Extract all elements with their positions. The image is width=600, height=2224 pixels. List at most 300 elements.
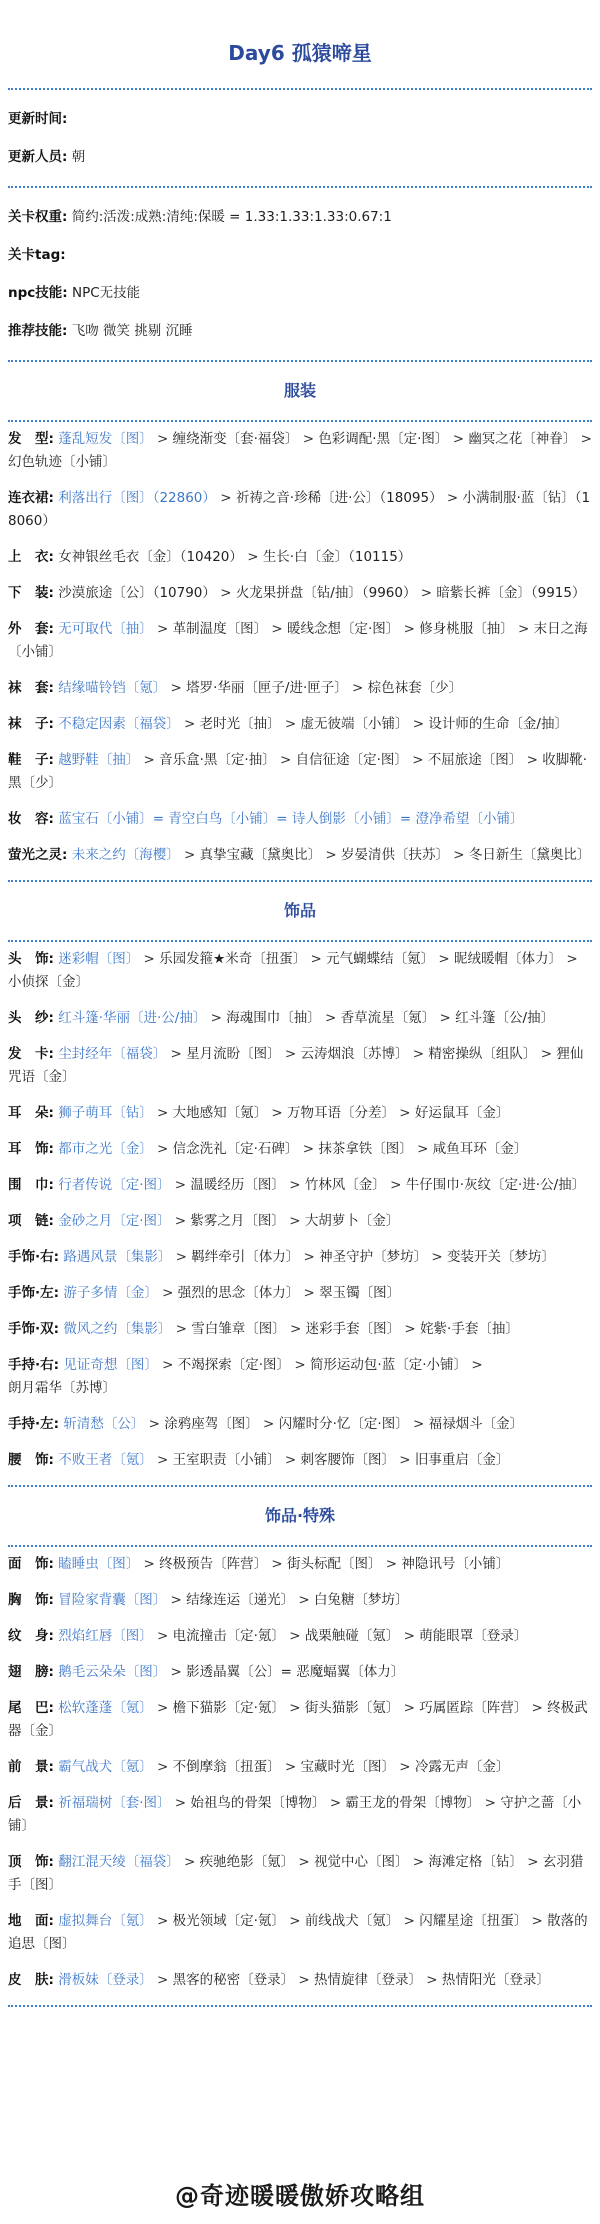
- alternative-item: 祈祷之音·珍稀〔进·公〕（18095）: [235, 490, 443, 506]
- alternative-item: 疾驰绝影〔氪〕: [199, 1854, 295, 1870]
- alternative-item: 牛仔围巾·灰纹〔定·进·公/抽〕: [405, 1177, 586, 1193]
- list-item: [8, 1354, 592, 1400]
- separator-arrow: >: [179, 847, 200, 863]
- separator-arrow: >: [139, 752, 160, 768]
- item-label: 围 巾:: [8, 1177, 54, 1193]
- item-label: 妆 容:: [8, 811, 54, 827]
- alternative-item: 霸王龙的骨架〔博物〕: [345, 1795, 481, 1811]
- separator-arrow: >: [179, 716, 200, 732]
- separator-arrow: >: [280, 1452, 301, 1468]
- section-title: 饰品: [283, 901, 316, 920]
- stage-weight-label: 关卡权重:: [8, 209, 68, 225]
- separator-arrow: >: [395, 1759, 415, 1775]
- separator-arrow: >: [258, 1416, 279, 1432]
- npc-skill-value: NPC无技能: [71, 285, 141, 301]
- alternative-item: 信念洗礼〔定·石碑〕: [172, 1141, 299, 1157]
- item-label: 发 型:: [8, 431, 54, 447]
- update-staff-row: [8, 138, 592, 176]
- separator-arrow: >: [152, 1759, 173, 1775]
- item-label: 顶 饰:: [8, 1854, 54, 1870]
- section-title: 服装: [283, 381, 316, 400]
- alternative-item: 海滩定格〔钻〕: [428, 1854, 523, 1870]
- alternative-item: 热情旋律〔登录〕: [314, 1972, 423, 1988]
- separator-arrow: >: [152, 621, 173, 637]
- update-time-row: [8, 100, 592, 138]
- list-item: [8, 1851, 592, 1897]
- alternative-item: 檐下猫影〔定·氪〕: [172, 1700, 285, 1716]
- alternative-item: 萌能眼罩〔登录〕: [419, 1628, 528, 1644]
- alternative-item: 乐园发箍★米奇〔扭蛋〕: [159, 951, 307, 967]
- alternative-item: 极光领域〔定·氪〕: [172, 1913, 285, 1929]
- separator-arrow: >: [280, 1759, 301, 1775]
- alternative-item: 大胡萝卜〔金〕: [304, 1213, 400, 1229]
- item-label: 手饰·左:: [8, 1285, 60, 1301]
- stage-tag-row: [8, 236, 592, 274]
- alternative-item: 精密操纵〔组队〕: [428, 1046, 537, 1062]
- alternative-item: 星月流盼〔图〕: [186, 1046, 281, 1062]
- npc-skill-label: npc技能:: [8, 285, 68, 301]
- recommended-item: 行者传说〔定·图〕: [58, 1177, 171, 1193]
- alternative-item: 幻色轨迹〔小铺〕: [8, 454, 116, 470]
- separator-arrow: >: [284, 1913, 305, 1929]
- alternative-item: 战栗触碰〔氪〕: [304, 1628, 400, 1644]
- alternative-item: 散落的追思〔图〕: [8, 1913, 588, 1952]
- item-label: 袜 子:: [8, 716, 54, 732]
- separator-arrow: >: [527, 1700, 548, 1716]
- alternative-item: 守护之蔷〔小铺〕: [8, 1795, 582, 1834]
- separator-arrow: >: [448, 431, 469, 447]
- separator-arrow: >: [536, 1046, 557, 1062]
- recommended-item: 滑板妹〔登录〕: [58, 1972, 153, 1988]
- recommended-item: 不稳定因素〔福袋〕: [58, 716, 180, 732]
- separator-arrow: >: [170, 1177, 191, 1193]
- list-item: [8, 1449, 592, 1472]
- separator-arrow: >: [139, 1556, 160, 1572]
- item-label: 翅 膀:: [8, 1664, 54, 1680]
- separator-arrow: >: [284, 1177, 305, 1193]
- separator-arrow: >: [325, 1795, 346, 1811]
- separator-arrow: >: [299, 1285, 320, 1301]
- separator-arrow: >: [442, 490, 463, 506]
- item-label: 发 卡:: [8, 1046, 54, 1062]
- separator-arrow: >: [298, 1141, 319, 1157]
- list-item: [8, 677, 592, 700]
- alternative-item: 元气蝴蝶结〔氪〕: [326, 951, 435, 967]
- recommended-item: 红斗篷·华丽〔进·公/抽〕: [58, 1010, 207, 1026]
- recommended-item: 未来之约〔海樱〕: [71, 847, 180, 863]
- item-label: 手饰·右:: [8, 1249, 60, 1265]
- recommended-item: 祈福瑞树〔套·图〕: [58, 1795, 171, 1811]
- item-label: 尾 巴:: [8, 1700, 54, 1716]
- recommended-skill-value: 飞吻 微笑 挑剔 沉睡: [71, 323, 193, 339]
- alternative-item: 电流撞击〔定·氪〕: [172, 1628, 285, 1644]
- item-label: 连衣裙:: [8, 490, 54, 506]
- stage-weight-row: [8, 198, 592, 236]
- separator-arrow: >: [435, 1010, 456, 1026]
- recommended-item: 迷彩帽〔图〕: [58, 951, 140, 967]
- item-label: 萤光之灵:: [8, 847, 68, 863]
- list-item: [8, 948, 592, 994]
- separator-arrow: >: [407, 752, 428, 768]
- separator-arrow: >: [280, 1046, 301, 1062]
- recommended-item: 路遇风景〔集影〕: [63, 1249, 172, 1265]
- item-label: 头 饰:: [8, 951, 54, 967]
- list-item: [8, 1007, 592, 1030]
- list-item: [8, 1138, 592, 1161]
- separator-arrow: >: [166, 1046, 187, 1062]
- alternative-item: 玄羽猎手〔图〕: [8, 1854, 584, 1893]
- alternative-item: 前线战犬〔氪〕: [304, 1913, 400, 1929]
- alternative-item: 朗月霜华〔苏博〕: [8, 1380, 116, 1396]
- separator-arrow: >: [562, 951, 578, 967]
- alternative-item: 老时光〔抽〕: [199, 716, 281, 732]
- recommended-skill-label: 推荐技能:: [8, 323, 68, 339]
- list-item: [8, 1318, 592, 1341]
- alternative-item: 岁晏清供〔扶苏〕: [341, 847, 450, 863]
- recommended-item: 斩清愁〔公〕: [63, 1416, 145, 1432]
- separator-arrow: >: [399, 1700, 420, 1716]
- separator-arrow: >: [576, 431, 592, 447]
- footer-credit: @奇迹暖暖傲娇攻略组: [175, 2182, 425, 2210]
- item-label: 上 衣:: [8, 549, 54, 565]
- item-label: 皮 肤:: [8, 1972, 54, 1988]
- list-item: [8, 428, 592, 474]
- recommended-item: 无可取代〔抽〕: [58, 621, 153, 637]
- list-item: [8, 1102, 592, 1125]
- list-item: [8, 1697, 592, 1743]
- stage-weight-value: 简约:活泼:成熟:清纯:保暖 = 1.33:1.33:1.33:0.67:1: [71, 209, 392, 225]
- separator-arrow: >: [408, 1854, 429, 1870]
- separator-arrow: >: [294, 1972, 315, 1988]
- item-label: 袜 套:: [8, 680, 54, 696]
- item-label: 面 饰:: [8, 1556, 54, 1572]
- list-item: [8, 1174, 592, 1197]
- alternative-item: 狸仙咒语〔金〕: [8, 1046, 584, 1085]
- alternative-item: 不竭探索〔定·图〕: [177, 1357, 291, 1373]
- alternative-item: 终极预告〔阵营〕: [159, 1556, 268, 1572]
- recommended-item: 利落出行〔图〕（22860）: [58, 490, 216, 506]
- alternative-item: 白兔糖〔梦坊〕: [314, 1592, 409, 1608]
- alternative-item: 神隐讯号〔小铺〕: [401, 1556, 510, 1572]
- separator-arrow: >: [166, 1592, 187, 1608]
- separator-arrow: >: [294, 1592, 315, 1608]
- recommended-item: 松软蓬蓬〔氪〕: [58, 1700, 153, 1716]
- recommended-item: 蓬乱短发〔图〕: [58, 431, 153, 447]
- separator-arrow: >: [157, 1357, 178, 1373]
- recommended-item: 见证奇想〔图〕: [63, 1357, 158, 1373]
- recommended-item: 尘封经年〔福袋〕: [58, 1046, 167, 1062]
- list-item: [8, 618, 592, 664]
- item-label: 手饰·双:: [8, 1321, 60, 1337]
- separator-arrow: >: [170, 1213, 191, 1229]
- stage-info-block: [0, 188, 600, 360]
- alternative-item: 翠玉镯〔图〕: [319, 1285, 401, 1301]
- separator-arrow: >: [467, 1357, 483, 1373]
- item-label: 手持·右:: [8, 1357, 60, 1373]
- recommended-item: 瞌睡虫〔图〕: [58, 1556, 140, 1572]
- separator-arrow: >: [179, 1854, 200, 1870]
- list-item: [8, 808, 592, 831]
- separator-arrow: >: [284, 1213, 305, 1229]
- separator-arrow: >: [152, 1105, 173, 1121]
- item-label: 耳 饰:: [8, 1141, 54, 1157]
- separator-arrow: >: [294, 1854, 315, 1870]
- separator-arrow: >: [321, 847, 342, 863]
- alternative-item: 女神银丝毛衣〔金〕（10420）: [58, 549, 243, 565]
- recommended-item: 狮子萌耳〔钻〕: [58, 1105, 153, 1121]
- separator-arrow: >: [422, 1972, 442, 1988]
- alternative-item: 神圣守护〔梦坊〕: [319, 1249, 428, 1265]
- list-item: [8, 1553, 592, 1576]
- separator-arrow: >: [170, 1795, 191, 1811]
- alternative-item: 迷彩手套〔图〕: [305, 1321, 401, 1337]
- item-label: 项 链:: [8, 1213, 54, 1229]
- alternative-item: 紫雾之月〔图〕: [190, 1213, 285, 1229]
- separator-arrow: >: [522, 1854, 543, 1870]
- alternative-item: 竹林风〔金〕: [304, 1177, 386, 1193]
- separator-arrow: >: [152, 1141, 173, 1157]
- section-items: [0, 942, 600, 1472]
- alternative-item: 冷露无声〔金〕: [414, 1759, 510, 1775]
- alternative-item: 姹紫·手套〔抽〕: [420, 1321, 519, 1337]
- alternative-item: 真挚宝藏〔黛奥比〕: [199, 847, 322, 863]
- alternative-item: 温暖经历〔图〕: [190, 1177, 285, 1193]
- item-label: 前 景:: [8, 1759, 54, 1775]
- alternative-item: 收脚靴·黑〔少〕: [8, 752, 588, 791]
- alternative-item: 自信征途〔定·图〕: [295, 752, 408, 768]
- alternative-item: 影透晶翼〔公〕= 恶魔蝠翼〔体力〕: [186, 1664, 405, 1680]
- update-time-label: 更新时间:: [8, 111, 68, 127]
- alternative-item: 末日之海〔小铺〕: [8, 621, 588, 660]
- recommended-item: 霸气战犬〔氪〕: [58, 1759, 153, 1775]
- alternative-item: 闪耀星途〔扭蛋〕: [419, 1913, 528, 1929]
- alternative-item: 宝藏时光〔图〕: [300, 1759, 396, 1775]
- list-item: [8, 1625, 592, 1648]
- list-item: [8, 1792, 592, 1838]
- separator-arrow: >: [242, 549, 263, 565]
- separator-arrow: >: [400, 1321, 421, 1337]
- alternative-item: 涂鸦座驾〔图〕: [164, 1416, 259, 1432]
- item-label: 纹 身:: [8, 1628, 54, 1644]
- alternative-item: 塔罗·华丽〔匣子/进·匣子〕: [186, 680, 348, 696]
- separator-arrow: >: [152, 1452, 173, 1468]
- alternative-item: 色彩调配·黑〔定·图〕: [318, 431, 449, 447]
- alternative-item: 黑客的秘密〔登录〕: [172, 1972, 295, 1988]
- item-label: 地 面:: [8, 1913, 54, 1929]
- alternative-item: 昵绒暖帽〔体力〕: [454, 951, 563, 967]
- alternative-item: 小满制服·蓝〔钻〕（18060）: [8, 490, 591, 529]
- separator-arrow: >: [275, 752, 296, 768]
- recommended-item: 虚拟舞台〔氪〕: [58, 1913, 153, 1929]
- item-label: 鞋 子:: [8, 752, 54, 768]
- recommended-item: 微风之约〔集影〕: [63, 1321, 172, 1337]
- separator-arrow: >: [408, 1046, 429, 1062]
- separator-arrow: >: [267, 1556, 288, 1572]
- alternative-item: 变装开关〔梦坊〕: [447, 1249, 556, 1265]
- item-label: 外 套:: [8, 621, 54, 637]
- alternative-item: 大地感知〔氪〕: [172, 1105, 268, 1121]
- item-label: 头 纱:: [8, 1010, 54, 1026]
- update-staff-label: 更新人员:: [8, 149, 68, 165]
- list-item: [8, 1246, 592, 1269]
- separator-arrow: >: [434, 951, 455, 967]
- separator-arrow: >: [408, 716, 429, 732]
- list-item: [8, 749, 592, 795]
- separator-arrow: >: [298, 431, 319, 447]
- item-label: 下 装:: [8, 585, 54, 601]
- separator-arrow: >: [399, 1913, 420, 1929]
- separator-arrow: >: [157, 1285, 178, 1301]
- separator-arrow: >: [299, 1249, 320, 1265]
- sections-container: [0, 362, 600, 2007]
- alternative-item: 始祖鸟的骨架〔博物〕: [190, 1795, 326, 1811]
- alternative-item: 刺客腰饰〔图〕: [300, 1452, 396, 1468]
- alternative-item: 不屈旅途〔图〕: [427, 752, 523, 768]
- list-item: [8, 713, 592, 736]
- list-item: [8, 1589, 592, 1612]
- item-label: 后 景:: [8, 1795, 54, 1811]
- recommended-item: 烈焰红唇〔图〕: [58, 1628, 153, 1644]
- separator-arrow: >: [267, 1105, 288, 1121]
- list-item: [8, 487, 592, 533]
- alternative-item: 革制温度〔图〕: [172, 621, 268, 637]
- separator-arrow: >: [215, 490, 236, 506]
- alternative-item: 福禄烟斗〔金〕: [428, 1416, 524, 1432]
- separator-arrow: >: [284, 1700, 305, 1716]
- separator-arrow: >: [522, 752, 543, 768]
- alternative-item: 抹茶拿铁〔图〕: [318, 1141, 413, 1157]
- alternative-item: 好运鼠耳〔金〕: [414, 1105, 510, 1121]
- separator-arrow: >: [480, 1795, 501, 1811]
- separator-arrow: >: [385, 1177, 406, 1193]
- item-label: 耳 朵:: [8, 1105, 54, 1121]
- separator-arrow: >: [152, 1700, 173, 1716]
- separator-arrow: >: [280, 716, 301, 732]
- list-item: [8, 1910, 592, 1956]
- alternative-item: 暗紫长裤〔金〕（9915）: [436, 585, 586, 601]
- list-item: [8, 1043, 592, 1089]
- page-title: Day6 孤猿啼星: [228, 41, 372, 65]
- alternative-item: 旧事重启〔金〕: [414, 1452, 510, 1468]
- alternative-item: 咸鱼耳环〔金〕: [432, 1141, 528, 1157]
- alternative-item: 街头标配〔图〕: [287, 1556, 382, 1572]
- divider: [8, 2005, 592, 2007]
- separator-arrow: >: [152, 1628, 173, 1644]
- separator-arrow: >: [290, 1357, 310, 1373]
- list-item: [8, 1413, 592, 1436]
- alternative-item: 巧属匿踪〔阵营〕: [419, 1700, 528, 1716]
- item-label: 手持·左:: [8, 1416, 60, 1432]
- alternative-item: 音乐盒·黑〔定·抽〕: [159, 752, 276, 768]
- separator-arrow: >: [408, 1416, 429, 1432]
- alternative-item: 万物耳语〔分差〕: [287, 1105, 396, 1121]
- separator-arrow: >: [171, 1249, 192, 1265]
- separator-arrow: >: [412, 1141, 433, 1157]
- separator-arrow: >: [399, 621, 420, 637]
- alternative-item: 火龙果拼盘〔钻/抽〕（9960）: [235, 585, 417, 601]
- alternative-item: 虚无彼端〔小铺〕: [300, 716, 409, 732]
- alternative-item: 热情阳光〔登录〕: [441, 1972, 550, 1988]
- alternative-item: 不倒摩翁〔扭蛋〕: [172, 1759, 281, 1775]
- npc-skill-row: [8, 274, 592, 312]
- section-items: [0, 1547, 600, 1992]
- list-item: [8, 1210, 592, 1233]
- alternative-item: 简形运动包·蓝〔定·小铺〕: [309, 1357, 468, 1373]
- recommended-item: 蓝宝石〔小铺〕= 青空白鸟〔小铺〕= 诗人倒影〔小铺〕= 澄净希望〔小铺〕: [58, 811, 524, 827]
- alternative-item: 雪白雏章〔图〕: [191, 1321, 286, 1337]
- alternative-item: 云涛烟浪〔苏博〕: [300, 1046, 409, 1062]
- separator-arrow: >: [152, 1913, 173, 1929]
- alternative-item: 生长·白〔金〕（10115）: [262, 549, 412, 565]
- separator-arrow: >: [215, 585, 236, 601]
- list-item: [8, 582, 592, 605]
- recommended-item: 结缘喵铃铛〔氪〕: [58, 680, 167, 696]
- recommended-skill-row: [8, 312, 592, 350]
- alternative-item: 暖线念想〔定·图〕: [287, 621, 400, 637]
- separator-arrow: >: [395, 1105, 415, 1121]
- alternative-item: 香草流星〔氪〕: [340, 1010, 436, 1026]
- section-title: 饰品·特殊: [264, 1506, 336, 1525]
- separator-arrow: >: [306, 951, 327, 967]
- item-label: 腰 饰:: [8, 1452, 54, 1468]
- recommended-item: 冒险家背囊〔图〕: [58, 1592, 167, 1608]
- list-item: [8, 1756, 592, 1779]
- alternative-item: 冬日新生〔黛奥比〕: [468, 847, 591, 863]
- alternative-item: 缠绕渐变〔套·福袋〕: [172, 431, 299, 447]
- update-info-block: [0, 90, 600, 186]
- separator-arrow: >: [285, 1321, 306, 1337]
- separator-arrow: >: [152, 1972, 173, 1988]
- stage-tag-label: 关卡tag:: [8, 247, 66, 263]
- separator-arrow: >: [399, 1628, 420, 1644]
- separator-arrow: >: [347, 680, 368, 696]
- recommended-item: 都市之光〔金〕: [58, 1141, 153, 1157]
- alternative-item: 闪耀时分·忆〔定·图〕: [278, 1416, 409, 1432]
- list-item: [8, 1661, 592, 1684]
- recommended-item: 越野鞋〔抽〕: [58, 752, 140, 768]
- section-items: [0, 422, 600, 867]
- recommended-item: 游子多情〔金〕: [63, 1285, 158, 1301]
- separator-arrow: >: [166, 1664, 187, 1680]
- separator-arrow: >: [320, 1010, 341, 1026]
- alternative-item: 棕色袜套〔少〕: [367, 680, 463, 696]
- separator-arrow: >: [166, 680, 187, 696]
- alternative-item: 沙漠旅途〔公〕（10790）: [58, 585, 216, 601]
- recommended-item: 翻江混天绫〔福袋〕: [58, 1854, 180, 1870]
- separator-arrow: >: [395, 1452, 415, 1468]
- separator-arrow: >: [139, 951, 160, 967]
- separator-arrow: >: [449, 847, 469, 863]
- separator-arrow: >: [427, 1249, 448, 1265]
- alternative-item: 红斗篷〔公/抽〕: [455, 1010, 555, 1026]
- list-item: [8, 844, 592, 867]
- alternative-item: 羁绊牵引〔体力〕: [191, 1249, 300, 1265]
- alternative-item: 结缘连运〔递光〕: [186, 1592, 295, 1608]
- separator-arrow: >: [206, 1010, 227, 1026]
- alternative-item: 强烈的思念〔体力〕: [177, 1285, 300, 1301]
- list-item: [8, 1282, 592, 1305]
- item-label: 胸 饰:: [8, 1592, 54, 1608]
- alternative-item: 王室职责〔小铺〕: [172, 1452, 281, 1468]
- list-item: [8, 546, 592, 569]
- alternative-item: 小侦探〔金〕: [8, 974, 89, 990]
- alternative-item: 视觉中心〔图〕: [314, 1854, 409, 1870]
- separator-arrow: >: [416, 585, 437, 601]
- alternative-item: 修身桃服〔抽〕: [419, 621, 514, 637]
- separator-arrow: >: [284, 1628, 305, 1644]
- separator-arrow: >: [152, 431, 173, 447]
- alternative-item: 海魂围巾〔抽〕: [226, 1010, 321, 1026]
